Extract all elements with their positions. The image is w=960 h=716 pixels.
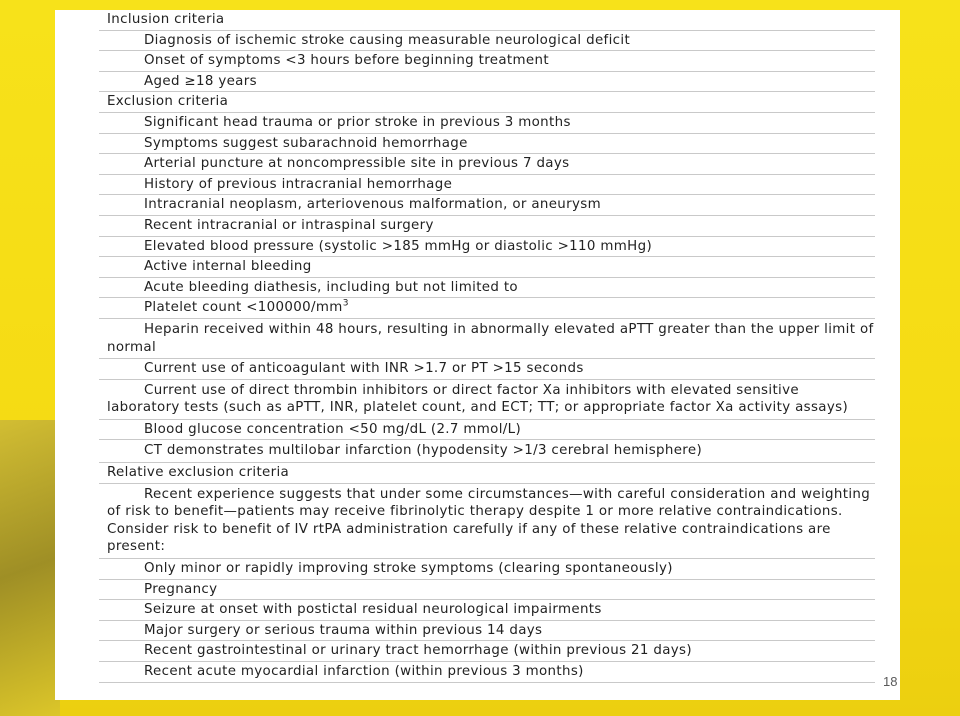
row-text: Pregnancy bbox=[144, 581, 218, 597]
criteria-row bbox=[99, 113, 875, 134]
slide-number: 18 bbox=[883, 674, 898, 689]
row-text: Major surgery or serious trauma within previous 14 days bbox=[144, 622, 543, 638]
row-text: History of previous intracranial hemorrhage bbox=[144, 176, 453, 192]
criteria-row bbox=[99, 621, 875, 642]
criteria-row bbox=[99, 559, 875, 580]
criteria-row bbox=[99, 237, 875, 258]
row-text: Recent intracranial or intraspinal surgery bbox=[144, 217, 434, 233]
row-text: Relative exclusion criteria bbox=[107, 465, 290, 481]
row-text: Only minor or rapidly improving stroke symptoms (clearing spontaneously) bbox=[144, 561, 673, 577]
criteria-row bbox=[99, 380, 875, 420]
criteria-row bbox=[99, 175, 875, 196]
criteria-row bbox=[99, 298, 875, 319]
section-heading bbox=[99, 92, 875, 113]
row-text: Recent experience suggests that under some circumstances—with careful consideration and weighting of risk to benefit—patients may receive fibrinolytic therapy despite 1 or more relative contraindications. Consider risk to benefit of IV rtPA administration carefully if any of these relative contraindications are present: bbox=[107, 486, 871, 555]
criteria-row bbox=[99, 72, 875, 93]
criteria-row bbox=[99, 216, 875, 237]
section-heading bbox=[99, 10, 875, 31]
row-text: Exclusion criteria bbox=[107, 94, 229, 110]
row-text: Arterial puncture at noncompressible site in previous 7 days bbox=[144, 156, 570, 172]
row-text: Intracranial neoplasm, arteriovenous malformation, or aneurysm bbox=[144, 197, 601, 213]
row-text: Diagnosis of ischemic stroke causing measurable neurological deficit bbox=[144, 32, 631, 48]
row-text: Recent gastrointestinal or urinary tract hemorrhage (within previous 21 days) bbox=[144, 643, 692, 659]
row-text: Onset of symptoms <3 hours before beginning treatment bbox=[144, 53, 549, 69]
criteria-row bbox=[99, 154, 875, 175]
row-text: Current use of direct thrombin inhibitors or direct factor Xa inhibitors with elevated sensitive laboratory tests (such as aPTT, INR, platelet count, and ECT; TT; or appropriate factor Xa activity assays) bbox=[107, 382, 849, 416]
criteria-row bbox=[99, 319, 875, 359]
criteria-row bbox=[99, 440, 875, 463]
criteria-row bbox=[99, 420, 875, 441]
criteria-row bbox=[99, 257, 875, 278]
criteria-row bbox=[99, 359, 875, 380]
row-text: Acute bleeding diathesis, including but not limited to bbox=[144, 279, 518, 295]
row-text: Current use of anticoagulant with INR >1.7 or PT >15 seconds bbox=[144, 361, 584, 377]
criteria-row bbox=[99, 580, 875, 601]
criteria-row bbox=[99, 278, 875, 299]
row-text: Recent acute myocardial infarction (within previous 3 months) bbox=[144, 664, 584, 679]
section-heading bbox=[99, 463, 875, 484]
row-text: Elevated blood pressure (systolic >185 mmHg or diastolic >110 mmHg) bbox=[144, 238, 653, 254]
criteria-row bbox=[99, 31, 875, 52]
slide-page bbox=[55, 10, 900, 700]
criteria-row bbox=[99, 134, 875, 155]
background-photo-corner bbox=[0, 420, 60, 716]
row-text: Symptoms suggest subarachnoid hemorrhage bbox=[144, 135, 468, 151]
criteria-row bbox=[99, 662, 875, 683]
row-text: Inclusion criteria bbox=[107, 12, 225, 27]
row-text: Significant head trauma or prior stroke in previous 3 months bbox=[144, 114, 571, 130]
row-text: CT demonstrates multilobar infarction (hypodensity >1/3 cerebral hemisphere) bbox=[144, 443, 703, 459]
row-text: Active internal bleeding bbox=[144, 259, 312, 275]
criteria-row bbox=[99, 600, 875, 621]
criteria-row bbox=[99, 195, 875, 216]
row-text: Blood glucose concentration <50 mg/dL (2.7 mmol/L) bbox=[144, 421, 522, 437]
criteria-row bbox=[99, 484, 875, 559]
criteria-table bbox=[99, 10, 875, 683]
row-text: Aged ≥18 years bbox=[144, 73, 257, 89]
superscript: 3 bbox=[342, 298, 349, 309]
criteria-row bbox=[99, 51, 875, 72]
row-text: Seizure at onset with postictal residual neurological impairments bbox=[144, 602, 602, 618]
criteria-row bbox=[99, 641, 875, 662]
row-text: Platelet count <100000/mm bbox=[144, 300, 343, 316]
row-text: Heparin received within 48 hours, resulting in abnormally elevated aPTT greater than the upper limit of normal bbox=[107, 321, 874, 355]
